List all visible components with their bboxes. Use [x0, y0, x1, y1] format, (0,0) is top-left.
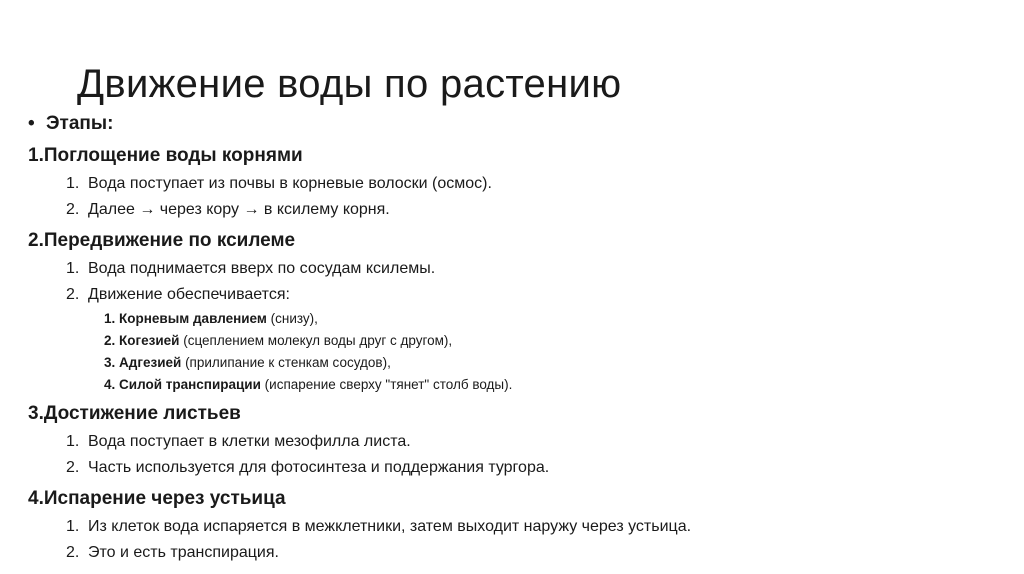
item-text: Вода поступает в клетки мезофилла листа. [88, 433, 411, 450]
sub-item-term: Когезией [119, 333, 180, 348]
section-heading: 3.Достижение листьев [28, 403, 241, 424]
item-text: Вода поступает из почвы в корневые волоски (осмос). [88, 175, 492, 192]
list-item [28, 429, 1008, 455]
sub-item-number: 1. [104, 311, 116, 326]
list-item [28, 514, 1008, 540]
sub-item-term: Корневым давлением [119, 311, 267, 326]
stages-bullet [28, 110, 1008, 138]
sub-item-text: (испарение сверху "тянет" столб воды). [260, 377, 513, 392]
item-number: 1. [66, 175, 80, 192]
item-number: 2. [66, 459, 80, 476]
item-text: Движение обеспечивается: [88, 286, 290, 303]
sub-list-item [28, 352, 1008, 374]
item-number: 1. [66, 518, 80, 535]
sub-list-item [28, 330, 1008, 352]
item-text: Далее → через кору → в ксилему корня. [88, 201, 390, 218]
sub-item-text: (снизу), [266, 311, 318, 326]
list-item [28, 197, 1008, 223]
sub-item-term: Силой транспирации [119, 377, 261, 392]
sub-item-text: (сцеплением молекул воды друг с другом), [179, 333, 453, 348]
sub-item-number: 4. [104, 377, 116, 392]
list-item [28, 455, 1008, 481]
item-text: Из клеток вода испаряется в межклетники, затем выходит наружу через устьица. [88, 518, 692, 535]
item-number: 2. [66, 544, 80, 561]
sub-item-number: 2. [104, 333, 116, 348]
sub-list-item [28, 374, 1008, 396]
sub-item-term: Адгезией [119, 355, 182, 370]
stages-label: Этапы: [46, 113, 114, 134]
item-text: Вода поднимается вверх по сосудам ксилемы. [88, 260, 436, 277]
sub-item-text: (прилипание к стенкам сосудов), [181, 355, 391, 370]
item-number: 1. [66, 260, 80, 277]
sub-list-item [28, 308, 1008, 330]
section-heading: 4.Испарение через устьица [28, 488, 286, 509]
list-item [28, 540, 1008, 566]
item-text: Часть используется для фотосинтеза и поддержания тургора. [88, 459, 550, 476]
sub-item-number: 3. [104, 355, 116, 370]
item-number: 1. [66, 433, 80, 450]
list-item [28, 256, 1008, 282]
item-number: 2. [66, 201, 80, 218]
item-number: 2. [66, 286, 80, 303]
item-text: Это и есть транспирация. [88, 544, 279, 561]
list-item [28, 171, 1008, 197]
section-heading: 2.Передвижение по ксилеме [28, 230, 296, 251]
section-heading: 1.Поглощение воды корнями [28, 145, 303, 166]
list-item [28, 282, 1008, 308]
slide-content [28, 110, 1008, 566]
slide-title: Движение воды по растению [77, 62, 622, 106]
bullet-icon: • [28, 113, 35, 134]
